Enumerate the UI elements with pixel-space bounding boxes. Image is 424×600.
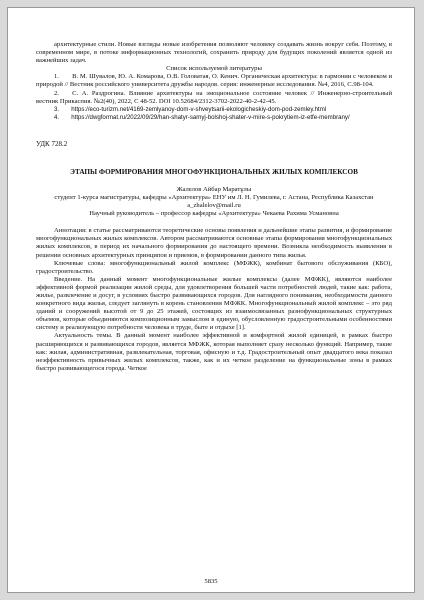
reference-link[interactable]: 4. https://dwgformat.ru/2022/09/29/han-shatyr-samyj-bolshoj-shater-v-mire-s-pokrytiem-iz-etfe-membrany/ xyxy=(54,113,350,121)
closing-paragraph: архитектурные стили. Новые взгляды новые изобретения позволяют человеку создавать жизнь вокруг себя. Поэтому, в современном мире, в потоке информационных технологий, сохранить природу для будущих поколений является одной из важнейших задач. xyxy=(36,41,392,65)
page-number: 5835 xyxy=(204,578,218,585)
reference-item: 1. В. М. Шувалов, Ю. А. Комарова, О.В. Головатая, О. Кенич. Органическая архитектура: в гармонии с человеком и природой // Вестник российского университета дружбы народов. серия: инженерные исследования. №4, 2016, С.98-104. xyxy=(36,73,392,89)
reference-link[interactable]: 3. https://eco-turizm.net/4169-zemlyanoy-dom-v-shveytsarii-ekologicheskiy-dom-pod-zemley.html xyxy=(54,105,327,113)
abstract: Аннотация: в статье рассматриваются теоретические основы появления и дальнейшие этапы развития, и формирование многофункциональных жилых комплексов. Автором рассматриваются основные этапы формирования многофункциональных жилых комплексов, в период их начального формирования до настоящего времени. Возникла необходимость выявления в решении основных архитектурных принципов и приемов, в формировании данного типа жилья. xyxy=(36,227,392,259)
introduction-paragraph: Введение. На данный момент многофункциональные жилые комплексы (далее МФЖК), являются наиболее эффективной формой реализации жилой среды, для удовлетворения большей части потребностей людей, такие как: работа, жилье, развлечение и досуг, в условиях быстро развивающихся городов. Для наглядного понимания, необходимости данного конкретного вида жилья, следует заглянуть в корень становления МФЖК. Многофункциональный жилой комплекс – это ряд зданий и сооружений высотой от 9 до 25 этажей, состоящих из взаимосвязанных разнофункциональных структурных объемов, которые объединяются композиционным замыслом в единую, обусловленную градостроительными особенностями систему и реализующую потребности человека в труде, быте и отдыхе [1]. xyxy=(36,275,392,332)
document-page xyxy=(7,7,415,593)
article-title: ЭТАПЫ ФОРМИРОВАНИЯ МНОГОФУНКЦИОНАЛЬНЫХ ЖИЛЫХ КОМПЛЕКСОВ xyxy=(70,167,358,176)
references-heading: Список используемой литературы xyxy=(166,65,262,73)
author-email[interactable]: a_zhalelov@mail.ru xyxy=(187,202,241,210)
reference-item: 2. С. А. Раздрогина. Влияние архитектуры на эмоциональное состояние человек // Инженерно-строительный вестник Прикаспия. №2(40), 2022, С 48-52. DOI 10.52684/2312-3702-2022-40-2-42-45. xyxy=(36,89,392,105)
author-affiliation: студент 1-курса магистратуры, кафедры «Архитектура» ЕНУ им Л. Н. Гумилева, г. Астана, Республика Казахстан xyxy=(54,193,374,201)
udk-code: УДК 728.2 xyxy=(36,139,68,148)
relevance-paragraph: Актуальность темы. В данный момент наиболее эффективной и комфортной жилой единицей, в рамках быстро расширяющихся и развивающихся городов, является МФЖК, которая выполняет сразу несколько функций. Например, такие как: жилая, административная, развлекательная, торговая, офисную и т.д. Градостроительный опыт двадцатого века показал неэффективность привычных жилых комплексов, также, как и их четкое разделение на функциональные зоны в рамках быстро развивающегося города. Четкое xyxy=(36,332,392,372)
author-name: Жалелов Айбар Маратұлы xyxy=(176,185,252,193)
keywords: Ключевые слова: многофункциональный жилой комплекс (МФЖК), комбинат бытового обслуживания (КБО), градостроительство. xyxy=(36,259,392,275)
supervisor: Научный руководитель – профессор кафедры «Архитектура» Чекаева Рахима Усмановна xyxy=(89,210,339,218)
page-content xyxy=(36,41,392,373)
